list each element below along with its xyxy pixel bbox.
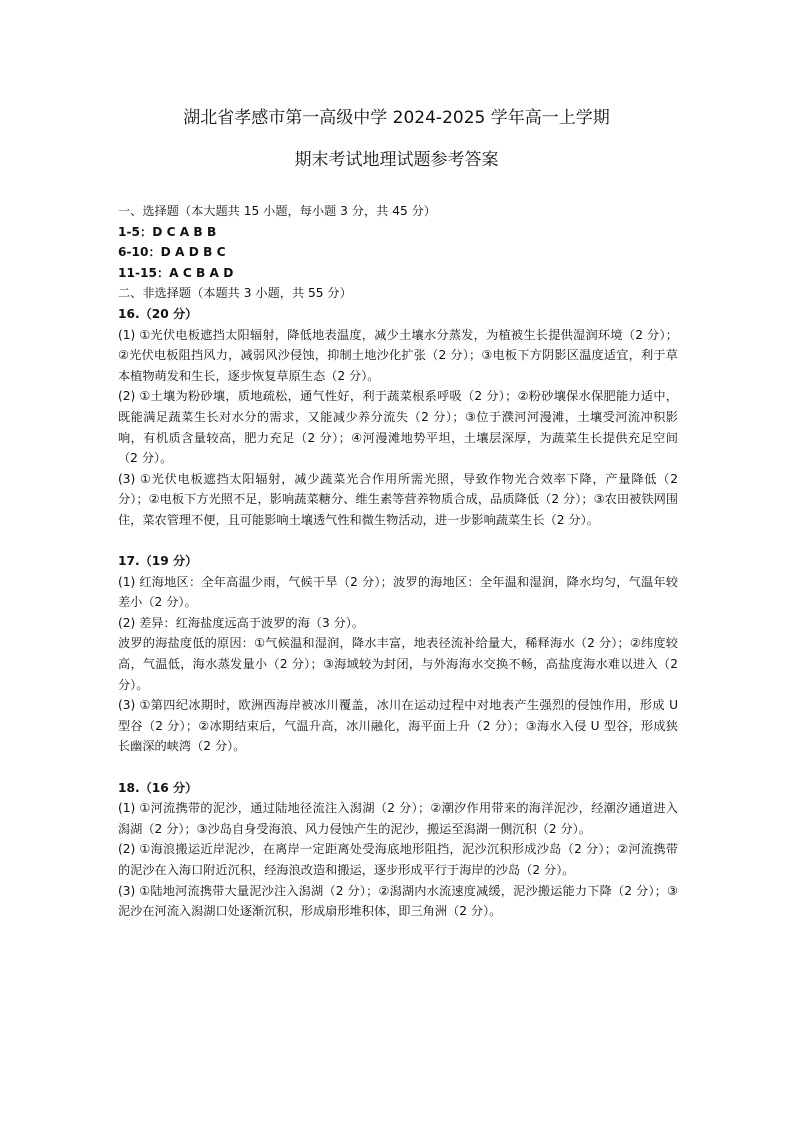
spacer	[118, 757, 678, 778]
question-18-answer-1: (1) ①河流携带的泥沙，通过陆地径流注入潟湖（2 分）；②潮汐作用带来的海洋泥沙，经潮汐通道进入潟湖（2 分）；③沙岛自身受海浪、风力侵蚀产生的泥沙，搬运至潟湖一侧沉积（2 分）。	[118, 801, 678, 836]
question-18-header: 18.（16 分）	[118, 780, 198, 795]
question-18-answer-3: (3) ①陆地河流携带大量泥沙注入潟湖（2 分）；②潟湖内水流速度减缓，泥沙搬运能力下降（2 分）；③泥沙在河流入潟湖口处逐渐沉积，形成扇形堆积体，即三角洲（2 分）。	[118, 883, 678, 919]
question-17-answer-1: (1) 红海地区：全年高温少雨，气候干旱（2 分）；波罗的海地区：全年温和湿润，降水均匀，气温年较差小（2 分）。	[118, 574, 678, 610]
answer-row-6-10: 6-10：D A D B C	[118, 245, 226, 260]
question-16-header: 16.（20 分）	[118, 306, 198, 321]
question-17-answer-3: (3) ①第四纪冰期时，欧洲西海岸被冰川覆盖，冰川在运动过程中对地表产生强烈的侵蚀作用，形成 U 型谷（2 分）；②冰期结束后，气温升高，冰川融化，海平面上升（2 分）；③海水入侵 U 型谷，形成狭长幽深的峡湾（2 分）。	[118, 698, 678, 754]
question-16-answer-1: (1) ①光伏电板遮挡太阳辐射，降低地表温度，减少土壤水分蒸发，为植被生长提供湿润环境（2 分）；②光伏电板阻挡风力，减弱风沙侵蚀，抑制土地沙化扩张（2 分）；③电板下方阴影区温度适宜，利于草本植物萌发和生长，逐步恢复草原生态（2 分）。	[118, 327, 678, 383]
answer-row-1-5: 1-5：D C A B B	[118, 224, 217, 239]
page-title-line-2: 期末考试地理试题参考答案	[294, 150, 499, 170]
answer-body	[118, 201, 678, 922]
question-17-answer-2: (2) 差异：红海盐度远高于波罗的海（3 分）。	[118, 615, 365, 630]
question-16-answer-2: (2) ①土壤为粉砂壤，质地疏松，通气性好，利于蔬菜根系呼吸（2 分）；②粉砂壤保水保肥能力适中，既能满足蔬菜生长对水分的需求，又能减少养分流失（2 分）；③位于濮河河漫滩，土壤受河流冲积影响，有机质含量较高，肥力充足（2 分）；④河漫滩地势平坦，土壤层深厚，为蔬菜生长提供充足空间（2 分）。	[118, 389, 678, 466]
question-17-header: 17.（19 分）	[118, 554, 198, 569]
section-1-heading: 一、选择题（本大题共 15 小题，每小题 3 分，共 45 分）	[118, 204, 436, 218]
question-18-answer-2: (2) ①海浪搬运近岸泥沙，在离岸一定距离处受海底地形阻挡，泥沙沉积形成沙岛（2 分）；②河流携带的泥沙在入海口附近沉积，经海浪改造和搬运，逐步形成平行于海岸的沙岛（2 分）。	[118, 842, 678, 877]
page-title-line-1: 湖北省孝感市第一高级中学 2024-2025 学年高一上学期	[183, 108, 610, 128]
answer-row-11-15: 11-15：A C B A D	[118, 265, 234, 280]
question-17-answer-2-reason: 波罗的海盐度低的原因：①气候温和湿润，降水丰富，地表径流补给量大，稀释海水（2 分）；②纬度较高，气温低，海水蒸发量小（2 分）；③海域较为封闭，与外海海水交换不畅，高盐度海水难以进入（2 分）。	[118, 636, 678, 692]
spacer	[118, 531, 678, 552]
section-2-heading: 二、非选择题（本题共 3 小题，共 55 分）	[118, 286, 352, 301]
question-16-answer-3: (3) ①光伏电板遮挡太阳辐射，减少蔬菜光合作用所需光照，导致作物光合效率下降，产量降低（2 分）；②电板下方光照不足，影响蔬菜糖分、维生素等营养物质合成，品质降低（2 分）；③农田被铁网围住，菜农管理不便，且可能影响土壤透气性和微生物活动，进一步影响蔬菜生长（2 分）。	[118, 471, 678, 527]
